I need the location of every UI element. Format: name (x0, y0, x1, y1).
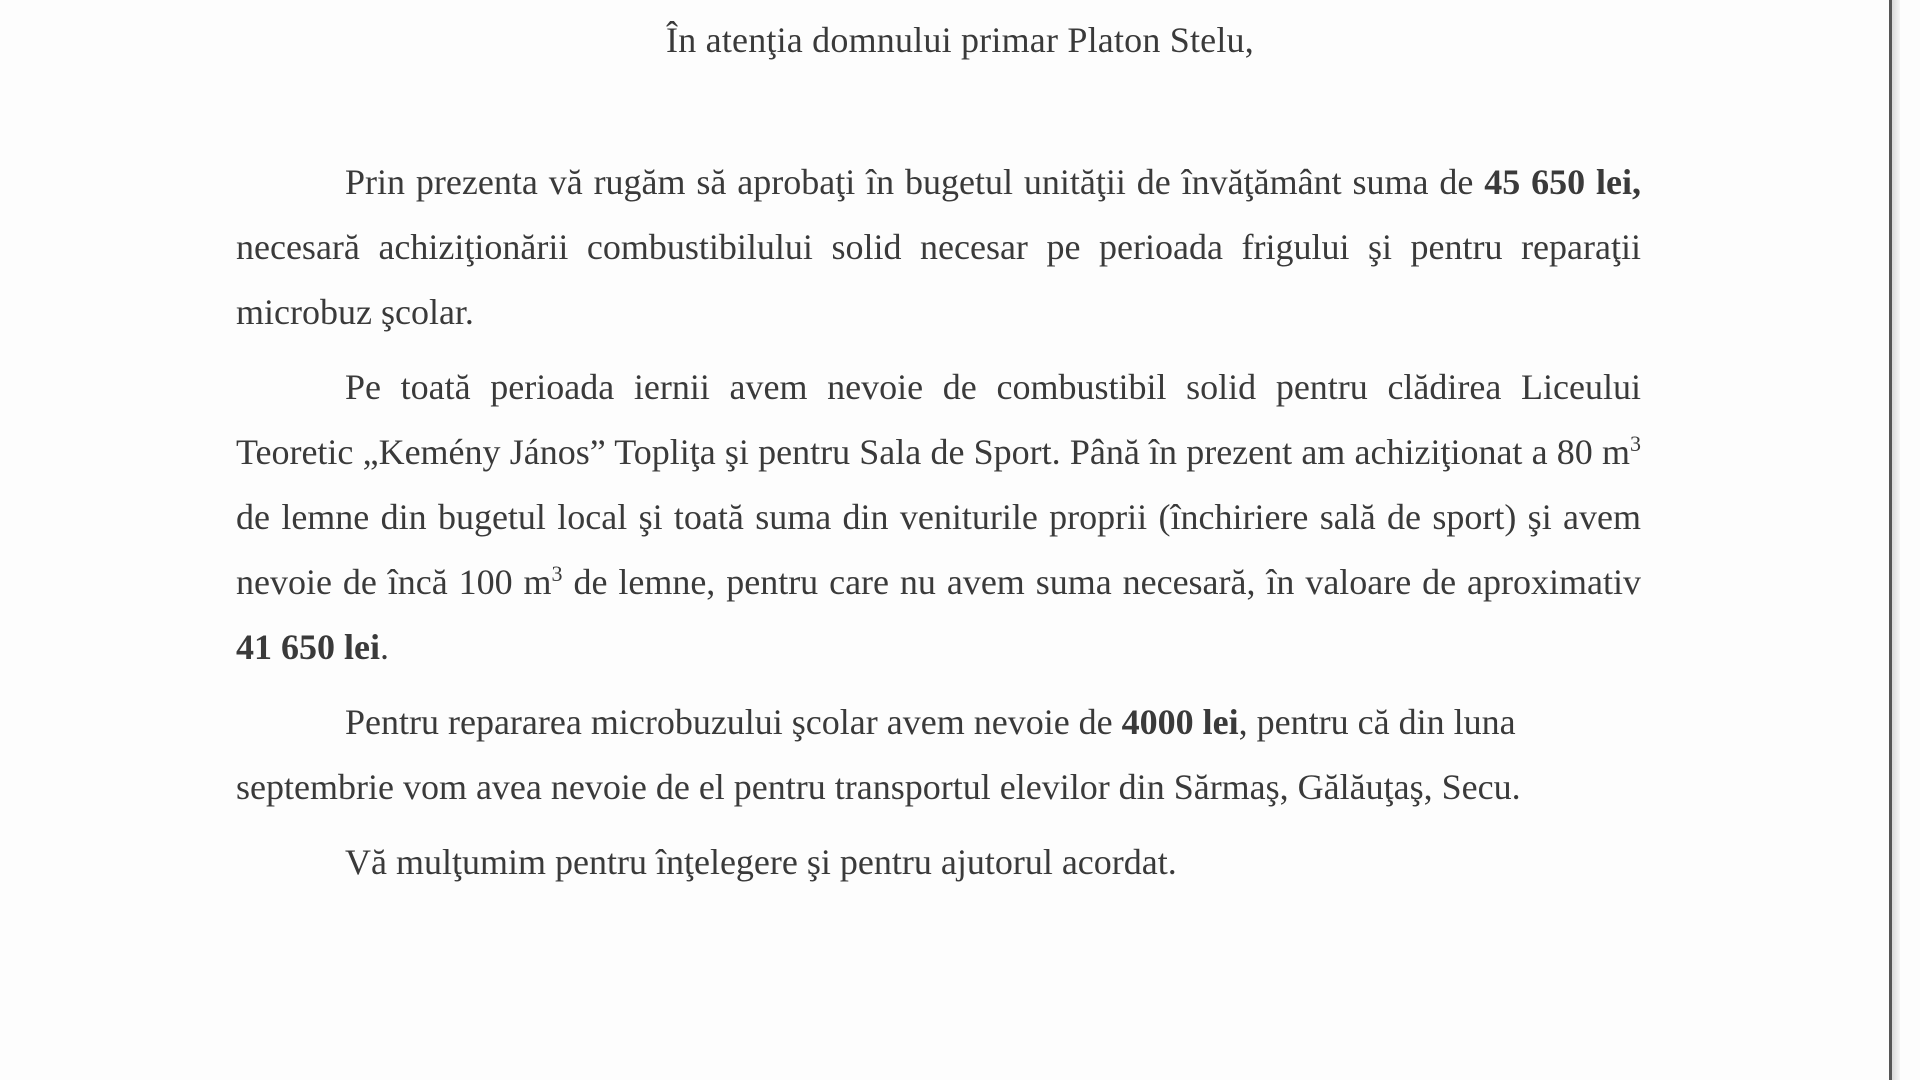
paragraph-text: Vă mulţumim pentru înţelegere şi pentru ajutorul acordat. (345, 842, 1177, 882)
paragraph-text: necesară achiziţionării combustibilului solid necesar pe perioada frigului şi pentru reparaţii microbuz şcolar. (236, 227, 1641, 332)
paragraph-text: Prin prezenta vă rugăm să aprobaţi în bugetul unităţii de învăţământ suma de (345, 162, 1485, 202)
letter-body (236, 150, 1641, 905)
amount-repair: 4000 lei (1121, 702, 1239, 742)
page-edge-line (1889, 0, 1892, 1080)
paragraph-fuel-needs (236, 355, 1641, 680)
amount-total: 45 650 lei, (1484, 162, 1641, 202)
paragraph-budget-request (236, 150, 1641, 345)
cubic-superscript: 3 (551, 561, 563, 586)
paragraph-text: , pentru că din luna septembrie vom avea nevoie de el pentru transportul elevilor din Sărmaş, Gălăuţaş, Secu. (236, 702, 1521, 807)
paragraph-thanks (236, 830, 1641, 895)
letter-salutation: În atenţia domnului primar Platon Stelu, (666, 20, 1254, 60)
paragraph-text: de lemne din bugetul local şi toată suma din veniturile proprii (închiriere sală de sport) şi avem nevoie de încă 100 m (236, 497, 1641, 602)
paragraph-text: Pe toată perioada iernii avem nevoie de combustibil solid pentru clădirea Liceului Teoretic „Kemény János” Topliţa şi pentru Sala de Sport. Până în prezent am achiziţionat a 80 m (236, 367, 1641, 472)
amount-fuel: 41 650 lei (236, 627, 380, 667)
paragraph-minibus-repair (236, 690, 1641, 820)
paragraph-text: de lemne, pentru care nu avem suma necesară, în valoare de aproximativ (562, 562, 1641, 602)
page-edge-shadow (1892, 0, 1900, 1080)
paragraph-text: . (379, 627, 389, 667)
cubic-superscript: 3 (1630, 431, 1641, 456)
paragraph-text: Pentru repararea microbuzului şcolar avem nevoie de (345, 702, 1122, 742)
